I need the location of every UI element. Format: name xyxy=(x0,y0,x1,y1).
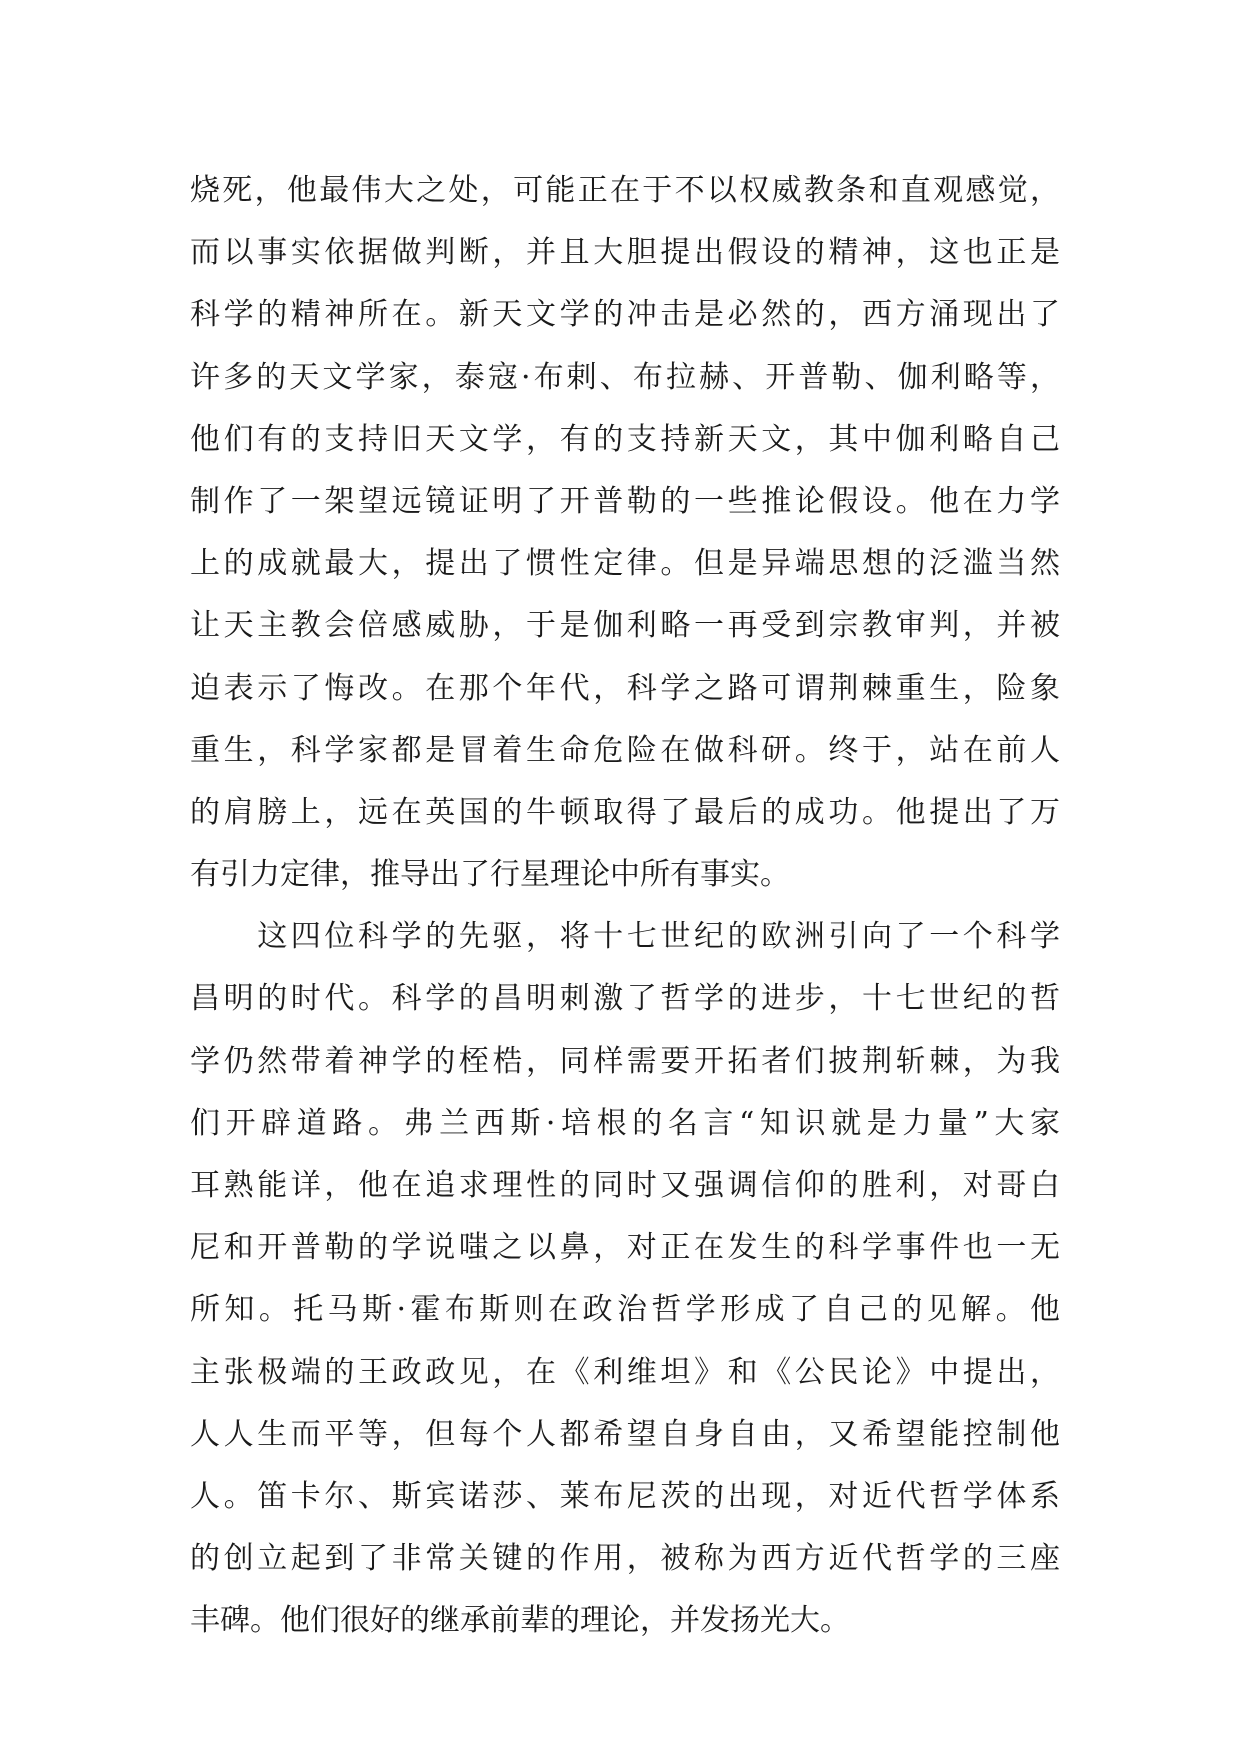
text-line: 的肩膀上，远在英国的牛顿取得了最后的成功。他提出了万 xyxy=(190,794,1060,830)
text-line: 而以事实依据做判断，并且大胆提出假设的精神，这也正是 xyxy=(190,235,1060,271)
text-line: 许多的天文学家，泰寇·布剌、布拉赫、开普勒、伽利略等， xyxy=(190,359,1060,395)
text-line: 人人生而平等，但每个人都希望自身自由，又希望能控制他 xyxy=(190,1416,1060,1452)
text-line: 这四位科学的先驱，将十七世纪的欧洲引向了一个科学 xyxy=(190,919,1060,955)
text-line: 他们有的支持旧天文学，有的支持新天文，其中伽利略自己 xyxy=(190,421,1060,457)
text-line: 尼和开普勒的学说嗤之以鼻，对正在发生的科学事件也一无 xyxy=(190,1230,1060,1266)
text-line: 让天主教会倍感威胁，于是伽利略一再受到宗教审判，并被 xyxy=(190,608,1060,644)
paragraph xyxy=(190,906,1060,1652)
text-line: 耳熟能详，他在追求理性的同时又强调信仰的胜利，对哥白 xyxy=(190,1168,1060,1203)
text-line: 人。笛卡尔、斯宾诺莎、莱布尼茨的出现，对近代哲学体系 xyxy=(190,1478,1060,1514)
text-line: 有引力定律，推导出了行星理论中所有事实。 xyxy=(190,857,790,893)
text-line: 科学的精神所在。新天文学的冲击是必然的，西方涌现出了 xyxy=(190,297,1060,333)
text-line: 学仍然带着神学的桎梏，同样需要开拓者们披荆斩棘，为我 xyxy=(190,1043,1060,1079)
text-line: 主张极端的王政政见，在《利维坦》和《公民论》中提出， xyxy=(190,1354,1060,1390)
text-line: 的创立起到了非常关键的作用，被称为西方近代哲学的三座 xyxy=(190,1541,1060,1577)
paragraph xyxy=(190,160,1060,906)
text-line: 们开辟道路。弗兰西斯·培根的名言“知识就是力量”大家 xyxy=(190,1105,1060,1141)
text-line: 迫表示了悔改。在那个年代，科学之路可谓荆棘重生，险象 xyxy=(190,670,1060,706)
text-line: 制作了一架望远镜证明了开普勒的一些推论假设。他在力学 xyxy=(190,483,1060,519)
text-line: 重生，科学家都是冒着生命危险在做科研。终于，站在前人 xyxy=(190,732,1060,768)
text-line: 昌明的时代。科学的昌明刺激了哲学的进步，十七世纪的哲 xyxy=(190,981,1060,1017)
text-line: 所知。托马斯·霍布斯则在政治哲学形成了自己的见解。他 xyxy=(190,1292,1060,1328)
text-line: 丰碑。他们很好的继承前辈的理论，并发扬光大。 xyxy=(190,1603,850,1639)
document-body xyxy=(190,160,1060,1653)
text-line: 烧死，他最伟大之处，可能正在于不以权威教条和直观感觉， xyxy=(190,173,1060,208)
text-line: 上的成就最大，提出了惯性定律。但是异端思想的泛滥当然 xyxy=(190,546,1060,582)
